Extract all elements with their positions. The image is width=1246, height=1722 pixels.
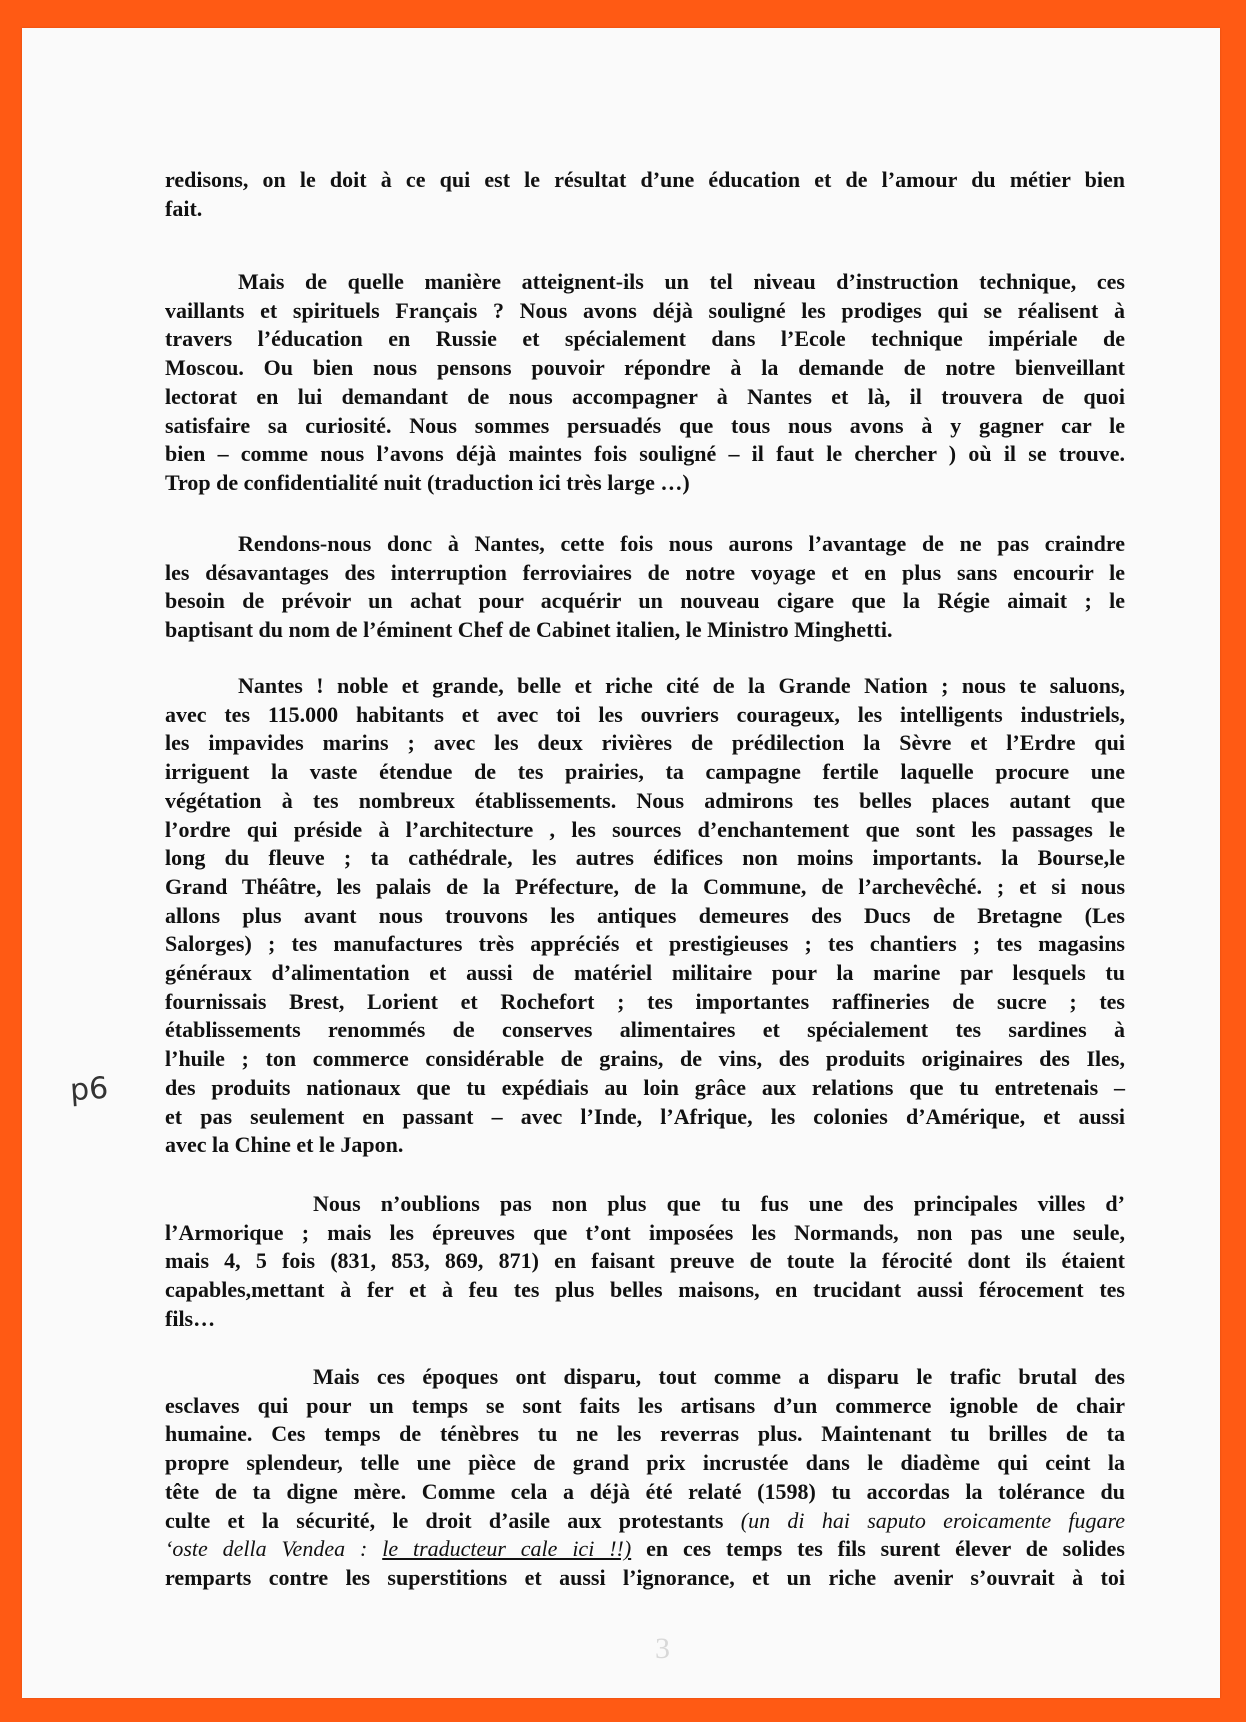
text-line: fait. <box>165 195 203 221</box>
text-line: et pas seulement en passant – avec l’Inde, l’Afrique, les colonies d’Amérique, et aussi <box>165 1103 1125 1129</box>
paragraph-5 <box>165 1363 1125 1593</box>
text-line: Nantes ! noble et grande, belle et riche cité de la Grande Nation ; nous te saluons, <box>238 673 1125 698</box>
text-line: irriguent la vaste étendue de tes prairies, ta campagne fertile laquelle procure une <box>165 759 1125 785</box>
text-line: établissements renommés de conserves alimentaires et spécialement tes sardines à <box>165 1017 1125 1043</box>
italic-quote: ‘oste della Vendea : <box>165 1536 383 1562</box>
text-line: capables,mettant à fer et à feu tes plus belles maisons, en trucidant aussi férocement tes <box>165 1277 1125 1303</box>
text-line: Moscou. Ou bien nous pensons pouvoir répondre à la demande de notre bienveillant <box>165 355 1125 381</box>
text-line: humaine. Ces temps de ténèbres tu ne les reverras plus. Maintenant tu brilles de ta <box>165 1421 1125 1447</box>
text-line: Mais de quelle manière atteignent-ils un tel niveau d’instruction technique, ces <box>238 269 1125 294</box>
text-line: Rendons-nous donc à Nantes, cette fois nous aurons l’avantage de ne pas craindre <box>238 531 1125 556</box>
text-line: végétation à tes nombreux établissements. Nous admirons tes belles places autant que <box>165 787 1125 813</box>
text-line: l’ordre qui préside à l’architecture , les sources d’enchantement que sont les passages le <box>165 816 1125 842</box>
paragraph-3 <box>165 672 1125 1160</box>
text-line: généraux d’alimentation et aussi de matériel militaire pour la marine par lesquels tu <box>165 960 1125 986</box>
text-line: lectorat en lui demandant de nous accompagner à Nantes et là, il trouvera de quoi <box>165 383 1125 409</box>
text-line: l’huile ; ton commerce considérable de grains, de vins, des produits originaires des Iles, <box>165 1046 1125 1072</box>
paragraph-2 <box>165 530 1125 645</box>
text-line: redisons, on le doit à ce qui est le résultat d’une éducation et de l’amour du métier bien <box>165 167 1125 192</box>
text-line: tête de ta digne mère. Comme cela a déjà été relaté (1598) tu accordas la tolérance du <box>165 1478 1125 1504</box>
text-line: des produits nationaux que tu expédiais au loin grâce aux relations que tu entretenais – <box>165 1074 1125 1100</box>
text-line: besoin de prévoir un achat pour acquérir un nouveau cigare que la Régie aimait ; le <box>165 588 1125 614</box>
text-line: fils… <box>165 1305 216 1331</box>
text-line: allons plus avant nous trouvons les antiques demeures des Ducs de Bretagne (Les <box>165 902 1125 928</box>
handwritten-margin-note: p6 <box>68 1070 110 1109</box>
paragraph-1 <box>165 268 1125 498</box>
text-line: fournissais Brest, Lorient et Rochefort ; tes importantes raffineries de sucre ; tes <box>165 988 1125 1014</box>
text-line: Grand Théâtre, les palais de la Préfecture, de la Commune, de l’archevêché. ; et si nous <box>165 873 1125 899</box>
italic-quote: (un di hai saputo eroicamente fugare <box>740 1507 1126 1533</box>
translator-note: le traducteur cale ici !!) <box>382 1536 632 1562</box>
text-line: les impavides marins ; avec les deux rivières de prédilection la Sèvre et l’Erdre qui <box>165 730 1125 756</box>
text-line: vaillants et spirituels Français ? Nous avons déjà souligné les prodiges qui se réalisent à <box>165 297 1125 323</box>
page-number: 3 <box>655 1632 670 1665</box>
text-line: satisfaire sa curiosité. Nous sommes persuadés que tous nous avons à y gagner car le <box>165 412 1125 438</box>
text-line: avec la Chine et le Japon. <box>165 1132 404 1158</box>
text-line: travers l’éducation en Russie et spécialement dans l’Ecole technique impériale de <box>165 326 1125 352</box>
text-line <box>165 1507 1125 1536</box>
text-line: Trop de confidentialité nuit (traduction ici très large …) <box>165 469 690 495</box>
text-line: long du fleuve ; ta cathédrale, les autres édifices non moins importants. la Bourse,le <box>165 845 1125 871</box>
text-line: mais 4, 5 fois (831, 853, 869, 871) en faisant preuve de toute la férocité dont ils étaient <box>165 1248 1125 1274</box>
paragraph-4 <box>165 1190 1125 1334</box>
text-line: baptisant du nom de l’éminent Chef de Cabinet italien, le Ministro Minghetti. <box>165 617 893 643</box>
text-line: les désavantages des interruption ferroviaires de notre voyage et en plus sans encourir le <box>165 559 1125 585</box>
paragraph-0 <box>165 166 1125 223</box>
text-line: propre splendeur, telle une pièce de grand prix incrustée dans le diadème qui ceint la <box>165 1450 1125 1476</box>
text-line: remparts contre les superstitions et aussi l’ignorance, et un riche avenir s’ouvrait à toi <box>165 1564 1125 1590</box>
text-line: Nous n’oublions pas non plus que tu fus une des principales villes d’ <box>313 1191 1125 1216</box>
text-run: culte et la sécurité, le droit d’asile aux protestants <box>165 1507 724 1533</box>
text-line: avec tes 115.000 habitants et avec toi les ouvriers courageux, les intelligents industriels, <box>165 701 1125 727</box>
text-line <box>165 1535 1125 1564</box>
text-line: Mais ces époques ont disparu, tout comme a disparu le trafic brutal des <box>313 1364 1125 1389</box>
text-run: en ces temps tes fils surent élever de solides <box>631 1536 1125 1562</box>
text-line: esclaves qui pour un temps se sont faits les artisans d’un commerce ignoble de chair <box>165 1392 1125 1418</box>
text-line: bien – comme nous l’avons déjà maintes fois souligné – il faut le chercher ) où il se trouve. <box>165 441 1125 467</box>
text-line: l’Armorique ; mais les épreuves que t’ont imposées les Normands, non pas une seule, <box>165 1219 1125 1245</box>
text-line: Salorges) ; tes manufactures très appréciés et prestigieuses ; tes chantiers ; tes magasins <box>165 931 1125 957</box>
